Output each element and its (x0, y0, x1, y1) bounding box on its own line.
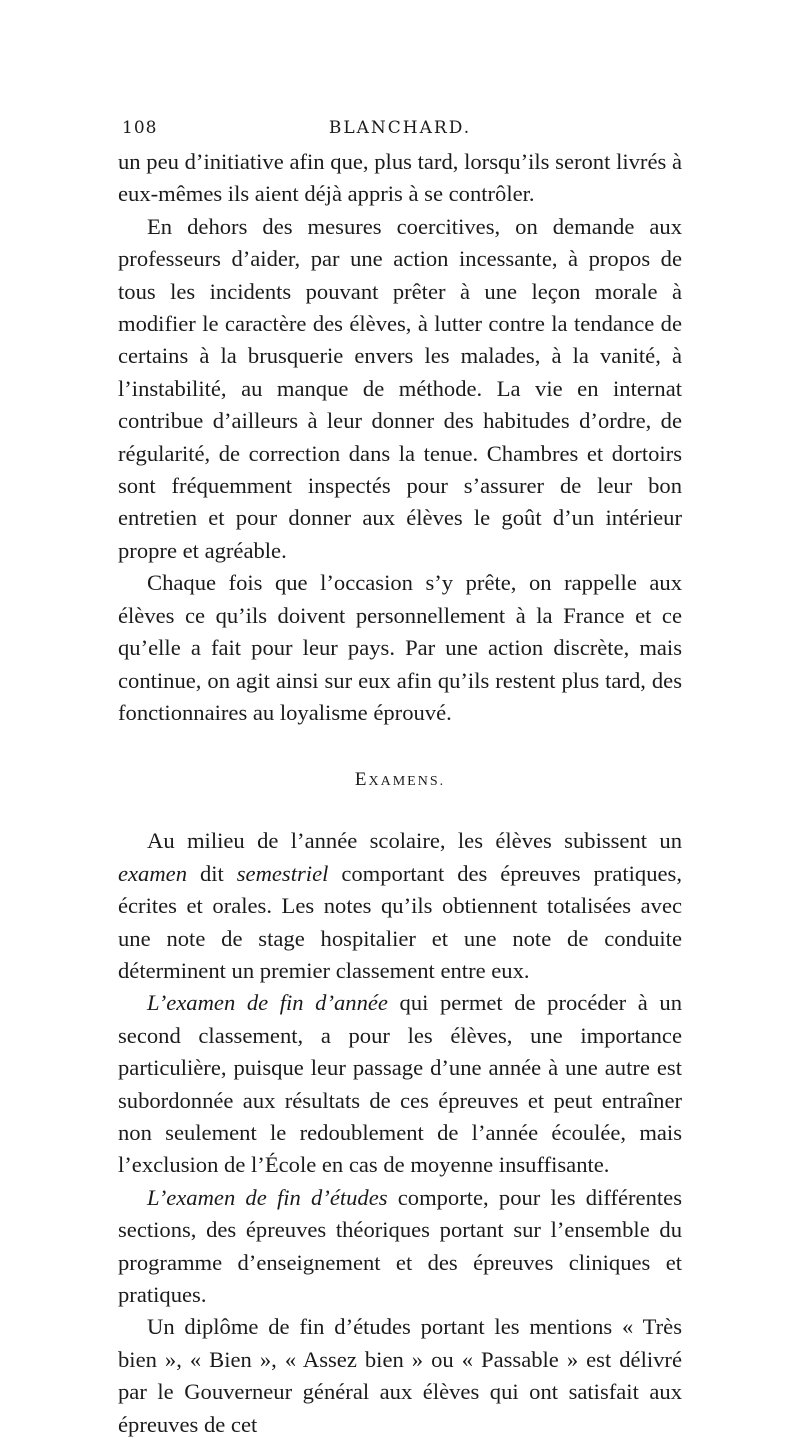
heading-rest: XAMENS. (368, 774, 446, 790)
paragraph-year-end-exam (118, 987, 682, 1181)
section-heading-examens (118, 769, 682, 791)
document-page (118, 112, 682, 1441)
paragraph-semester-exam (118, 825, 682, 987)
paragraph-continuation: un peu d’initiative afin que, plus tard, lorsqu’ils seront livrés à eux-mêmes ils aient déjà appris à se contrôler. (118, 149, 682, 207)
paragraph-diploma: Un diplôme de fin d’études portant les mentions « Très bien », « Bien », « Assez bien » ou « Passable » est délivré par le Gouverneur général aux élèves qui ont satisfait aux épreuves de cet (118, 1314, 682, 1437)
italic-term-semestriel: semestriel (236, 860, 329, 886)
paragraph-loyalty: Chaque fois que l’occasion s’y prête, on rappelle aux élèves ce qu’ils doivent personnellement à la France et ce qu’elle a fait pour leur pays. Par une action discrète, mais continue, on agit ainsi sur eux afin qu’ils restent plus tard, des fonctionnaires au loyalisme éprouvé. (118, 570, 682, 725)
text-segment: qui permet de procéder à un second classement, a pour les élèves, une importance particulière, puisque leur passage d’une année à une autre est subordonnée aux résultats de ces épreuves et peut entraîner non seulement le redoublement de l’année écoulée, mais l’exclusion de l’École en cas de moyenne insuffisante. (118, 990, 682, 1178)
running-header (118, 112, 682, 146)
paragraph-final-exam (118, 1182, 682, 1312)
italic-term-year-end-exam: L’examen de fin d’année (147, 990, 388, 1016)
italic-term-final-exam: L’examen de fin d’études (147, 1184, 388, 1210)
page-number: 108 (122, 118, 158, 138)
paragraph-coercive-measures: En dehors des mesures coercitives, on demande aux professeurs d’aider, par une action incessante, à propos de tous les incidents pouvant prêter à une leçon morale à modifier le caractère des élèves, à lutter contre la tendance de certains à la brusquerie envers les malades, à la vanité, à l’instabilité, au manque de méthode. La vie en internat contribue d’ailleurs à leur donner des habitudes d’ordre, de régularité, de correction dans la tenue. Chambres et dortoirs sont fréquemment inspectés pour s’assurer de leur bon entretien et pour donner aux élèves le goût d’un intérieur propre et agréable. (118, 213, 682, 563)
heading-initial: E (354, 769, 369, 791)
running-title: BLANCHARD. (328, 118, 472, 138)
text-segment: Au milieu de l’année scolaire, les élèves subissent un (147, 828, 682, 854)
text-segment: comportant des épreuves pratiques, écrites et orales. Les notes qu’ils obtiennent totalisées avec une note de stage hospitalier et une note de conduite déterminent un premier classement entre eux. (118, 860, 682, 983)
text-segment: dit (187, 860, 237, 886)
italic-term-examen: examen (118, 860, 187, 886)
text-segment: comporte, pour les différentes sections, des épreuves théoriques portant sur l’ensemble du programme d’enseignement et des épreuves cliniques et pratiques. (118, 1184, 682, 1307)
